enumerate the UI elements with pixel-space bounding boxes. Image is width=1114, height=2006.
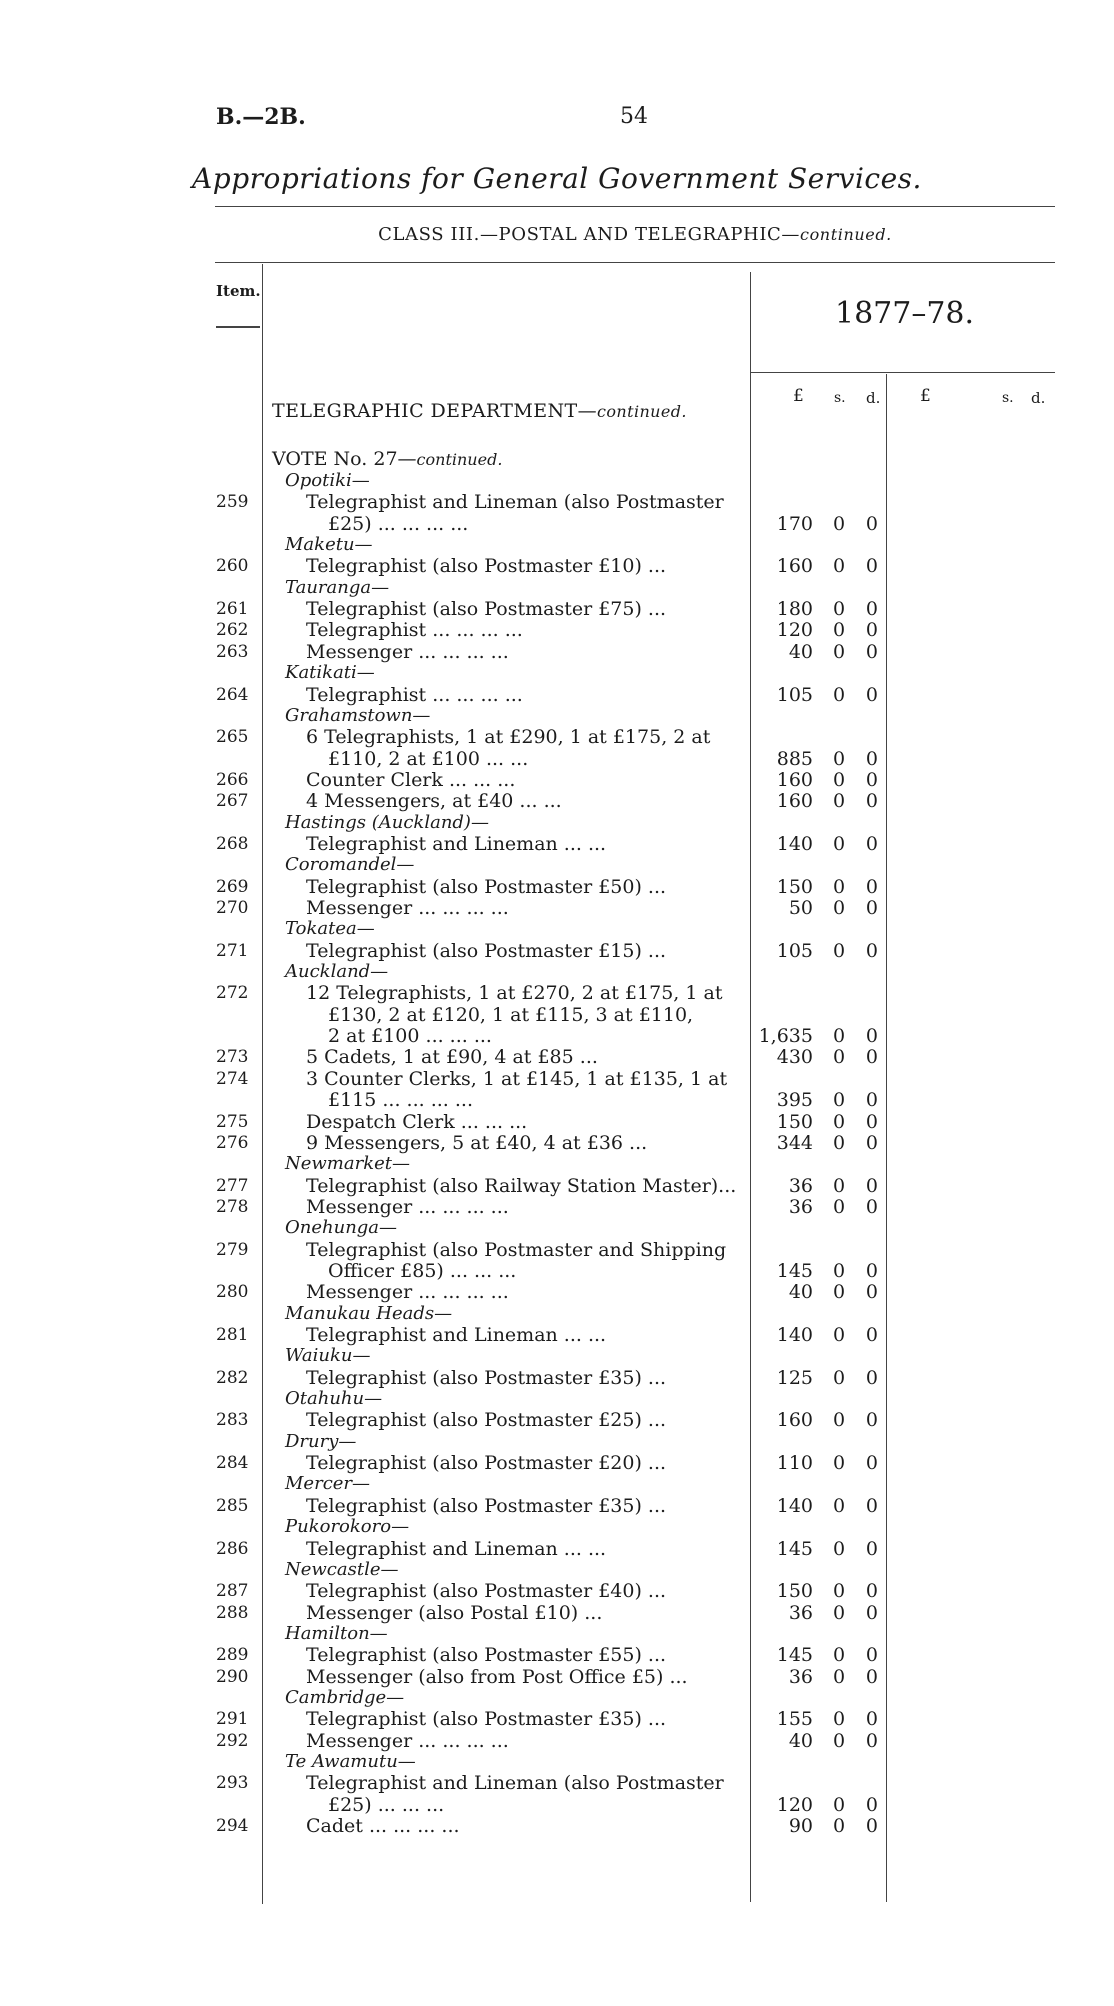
amount-pounds: 110 <box>776 1452 813 1475</box>
amount-shillings: 0 <box>832 619 846 642</box>
pound-header-total: £ <box>920 386 931 406</box>
amount-shillings: 0 <box>832 1601 846 1624</box>
amount-pence: 0 <box>865 1644 878 1667</box>
item-number: 290 <box>216 1666 249 1687</box>
amount-pence: 0 <box>865 747 878 770</box>
amount-shillings: 0 <box>832 640 846 663</box>
place-heading-row <box>0 961 1114 983</box>
amount-pence: 0 <box>865 1174 878 1197</box>
table-row <box>0 1580 1114 1602</box>
amount-shillings: 0 <box>832 897 846 919</box>
table-row <box>0 1239 1114 1261</box>
place-name: Hastings (Auckland)— <box>285 811 489 833</box>
row-description: Telegraphist (also Postmaster £15) ... <box>306 939 667 962</box>
pence-header: d. <box>866 389 881 407</box>
item-number: 280 <box>216 1282 249 1303</box>
place-heading-row <box>0 1687 1114 1709</box>
amount-pounds: 120 <box>776 619 813 642</box>
fiscal-year: 1877–78. <box>835 296 975 331</box>
item-number: 281 <box>216 1325 249 1345</box>
amount-pence: 0 <box>865 1452 878 1475</box>
item-number: 285 <box>216 1495 249 1516</box>
row-description: Telegraphist and Lineman ... ... <box>306 1324 607 1346</box>
page-number: 54 <box>620 104 648 129</box>
amount-pounds: 105 <box>776 939 813 962</box>
place-name: Newmarket— <box>285 1153 411 1175</box>
row-description: Telegraphist (also Postmaster £10) ... <box>306 555 667 578</box>
row-description: Messenger ... ... ... ... <box>306 1281 509 1304</box>
table-row <box>0 940 1114 962</box>
row-description: £25) ... ... ... ... <box>328 512 469 535</box>
row-description: £25) ... ... ... <box>328 1793 445 1816</box>
amount-pence: 0 <box>865 1110 878 1133</box>
table-row <box>0 491 1114 513</box>
amount-pounds: 40 <box>788 1281 813 1304</box>
shilling-header: s. <box>834 390 846 406</box>
place-name: Newcastle— <box>285 1558 399 1580</box>
table-row <box>0 1815 1114 1837</box>
place-name: Manukau Heads— <box>285 1302 453 1324</box>
amount-shillings: 0 <box>832 598 846 621</box>
row-description: Telegraphist ... ... ... ... <box>306 619 523 642</box>
amount-shillings: 0 <box>832 768 846 791</box>
table-row <box>0 555 1114 577</box>
place-name: Onehunga— <box>285 1217 398 1239</box>
amount-shillings: 0 <box>832 1259 846 1282</box>
place-heading-row <box>0 705 1114 727</box>
amount-pence: 0 <box>865 512 878 535</box>
item-number: 276 <box>216 1132 249 1153</box>
amount-shillings: 0 <box>832 1046 846 1069</box>
amount-pounds: 180 <box>776 598 813 621</box>
item-number: 269 <box>216 876 249 897</box>
amount-pence: 0 <box>865 683 878 706</box>
amount-shillings: 0 <box>832 1110 846 1133</box>
amount-pounds: 36 <box>788 1601 813 1624</box>
place-name: Pukorokoro— <box>285 1516 410 1538</box>
place-name: Mercer— <box>285 1473 371 1495</box>
amount-pence: 0 <box>865 1195 878 1218</box>
row-description: Officer £85) ... ... ... <box>328 1259 517 1282</box>
year-underline <box>750 372 1055 373</box>
amount-pence: 0 <box>865 1089 878 1112</box>
row-description: Telegraphist (also Postmaster £35) ... <box>306 1494 667 1517</box>
place-heading-row <box>0 1623 1114 1645</box>
class-title-text: CLASS III.—POSTAL AND TELEGRAPHIC— <box>378 224 801 245</box>
place-name: Hamilton— <box>285 1622 388 1644</box>
item-number: 282 <box>216 1367 249 1388</box>
table-row <box>0 1260 1114 1282</box>
amount-pence: 0 <box>865 832 878 855</box>
header-top-rule <box>215 262 1055 263</box>
amount-pounds: 36 <box>788 1174 813 1197</box>
table-row <box>0 1644 1114 1666</box>
item-number: 283 <box>216 1410 249 1431</box>
amount-pence: 0 <box>865 1729 878 1752</box>
amount-shillings: 0 <box>832 790 846 813</box>
amount-pence: 0 <box>865 1537 878 1560</box>
amount-pence: 0 <box>865 598 878 621</box>
row-description: 5 Cadets, 1 at £90, 4 at £85 ... <box>306 1046 598 1069</box>
item-number: 279 <box>216 1239 249 1260</box>
row-description: Messenger ... ... ... ... <box>306 640 509 663</box>
row-description: 9 Messengers, 5 at £40, 4 at £36 ... <box>306 1131 648 1154</box>
amount-shillings: 0 <box>832 875 846 898</box>
row-description: 3 Counter Clerks, 1 at £145, 1 at £135, 1 at <box>306 1067 728 1090</box>
row-description: Telegraphist (also Postmaster £35) ... <box>306 1366 667 1389</box>
amount-pounds: 150 <box>776 1110 813 1133</box>
table-row <box>0 1602 1114 1624</box>
amount-pounds: 125 <box>776 1366 813 1389</box>
department-title <box>272 400 687 422</box>
amount-pence: 0 <box>865 1131 878 1154</box>
place-name: Drury— <box>285 1430 357 1452</box>
vote-heading-text: VOTE No. 27— <box>272 448 417 470</box>
place-heading-row <box>0 1153 1114 1175</box>
amount-shillings: 0 <box>832 1494 846 1517</box>
table-row <box>0 769 1114 791</box>
table-row <box>0 1046 1114 1068</box>
amount-pounds: 430 <box>776 1046 813 1069</box>
amount-pence: 0 <box>865 619 878 642</box>
row-description: Counter Clerk ... ... ... <box>306 768 516 791</box>
table-row <box>0 1004 1114 1026</box>
amount-pounds: 120 <box>776 1793 813 1816</box>
item-number: 284 <box>216 1453 249 1474</box>
row-description: Telegraphist (also Postmaster £40) ... <box>306 1580 667 1603</box>
item-column-header: Item. <box>216 282 261 300</box>
amount-pounds: 160 <box>776 1409 813 1432</box>
amount-pence: 0 <box>865 897 878 919</box>
table-row <box>0 1175 1114 1197</box>
amount-shillings: 0 <box>832 1089 846 1112</box>
amount-pounds: 140 <box>776 1324 813 1346</box>
item-number: 265 <box>216 727 249 748</box>
amount-pounds: 155 <box>776 1708 813 1731</box>
amount-pence: 0 <box>865 1281 878 1304</box>
amount-pence: 0 <box>865 1259 878 1282</box>
document-code: B.—2B. <box>216 104 306 130</box>
item-number: 268 <box>216 833 249 854</box>
pound-header: £ <box>793 386 804 406</box>
amount-shillings: 0 <box>832 1452 846 1475</box>
place-heading-row <box>0 918 1114 940</box>
shilling-header-total: s. <box>1002 390 1014 406</box>
amount-shillings: 0 <box>832 1281 846 1304</box>
amount-pence: 0 <box>865 790 878 813</box>
amount-shillings: 0 <box>832 1174 846 1197</box>
place-name: Katikati— <box>285 662 375 684</box>
item-number: 274 <box>216 1068 249 1089</box>
place-name: Cambridge— <box>285 1686 405 1708</box>
place-name: Tokatea— <box>285 918 375 940</box>
amount-pounds: 344 <box>776 1131 813 1154</box>
row-description: Telegraphist and Lineman (also Postmaster <box>306 491 724 514</box>
amount-pence: 0 <box>865 768 878 791</box>
item-number: 275 <box>216 1111 249 1132</box>
row-description: Messenger ... ... ... ... <box>306 1195 509 1218</box>
place-heading-row <box>0 854 1114 876</box>
amount-shillings: 0 <box>832 1537 846 1560</box>
page-title: Appropriations for General Government Services. <box>192 162 922 195</box>
department-title-suffix: continued. <box>597 402 687 421</box>
amount-pounds: 140 <box>776 832 813 855</box>
amount-pounds: 885 <box>776 747 813 770</box>
table-row <box>0 1772 1114 1794</box>
table-row <box>0 1132 1114 1154</box>
amount-pounds: 170 <box>776 512 813 535</box>
item-number: 270 <box>216 898 249 918</box>
amount-shillings: 0 <box>832 1644 846 1667</box>
amount-shillings: 0 <box>832 939 846 962</box>
item-number: 273 <box>216 1047 249 1068</box>
row-description: 6 Telegraphists, 1 at £290, 1 at £175, 2 at <box>306 726 711 749</box>
amount-shillings: 0 <box>832 1025 846 1048</box>
amount-pence: 0 <box>865 1494 878 1517</box>
amount-pounds: 145 <box>776 1259 813 1282</box>
amount-shillings: 0 <box>832 1131 846 1154</box>
vote-heading-suffix: continued. <box>416 450 503 469</box>
class-title <box>215 224 1055 245</box>
class-title-suffix: continued. <box>800 225 892 244</box>
amount-pounds: 150 <box>776 1580 813 1603</box>
amount-pounds: 105 <box>776 683 813 706</box>
amount-pounds: 395 <box>776 1089 813 1112</box>
row-description: Telegraphist (also Postmaster £35) ... <box>306 1708 667 1731</box>
amount-pence: 0 <box>865 1046 878 1069</box>
place-heading-row <box>0 1751 1114 1773</box>
row-description: Messenger ... ... ... ... <box>306 1729 509 1752</box>
amount-pence: 0 <box>865 1708 878 1731</box>
amount-shillings: 0 <box>832 832 846 855</box>
place-heading-row <box>0 534 1114 556</box>
amount-pounds: 160 <box>776 790 813 813</box>
row-description: Telegraphist (also Postmaster £75) ... <box>306 598 667 621</box>
amount-shillings: 0 <box>832 1815 846 1838</box>
amount-pounds: 145 <box>776 1537 813 1560</box>
amount-shillings: 0 <box>832 1580 846 1603</box>
place-heading-row <box>0 1217 1114 1239</box>
place-name: Maketu— <box>285 534 373 556</box>
place-heading-row <box>0 1473 1114 1495</box>
row-description: Despatch Clerk ... ... ... <box>306 1110 528 1133</box>
table-row <box>0 1409 1114 1431</box>
item-number: 264 <box>216 684 249 705</box>
amount-pounds: 1,635 <box>758 1025 813 1048</box>
row-description: Telegraphist (also Postmaster £50) ... <box>306 875 667 898</box>
row-description: 12 Telegraphists, 1 at £270, 2 at £175, 1 at <box>306 982 723 1005</box>
row-description: Telegraphist (also Postmaster £55) ... <box>306 1644 667 1667</box>
item-number: 286 <box>216 1538 249 1559</box>
item-number: 261 <box>216 599 249 620</box>
row-description: Telegraphist and Lineman (also Postmaster <box>306 1772 724 1795</box>
table-row <box>0 1068 1114 1090</box>
table-row <box>0 619 1114 641</box>
table-row <box>0 513 1114 535</box>
row-description: Telegraphist and Lineman ... ... <box>306 832 607 855</box>
place-name: Te Awamutu— <box>285 1751 416 1772</box>
row-description: Messenger (also from Post Office £5) ... <box>306 1665 688 1688</box>
item-header-underline <box>216 326 260 328</box>
amount-pounds: 36 <box>788 1195 813 1218</box>
table-row <box>0 876 1114 898</box>
amount-shillings: 0 <box>832 1665 846 1688</box>
amount-shillings: 0 <box>832 1409 846 1432</box>
amount-shillings: 0 <box>832 1729 846 1752</box>
table-row <box>0 1794 1114 1816</box>
table-row <box>0 790 1114 812</box>
item-number: 292 <box>216 1730 249 1751</box>
amount-pence: 0 <box>865 555 878 578</box>
item-number: 287 <box>216 1581 249 1602</box>
table-row <box>0 833 1114 855</box>
item-number: 260 <box>216 556 249 577</box>
amount-pence: 0 <box>865 640 878 663</box>
table-row <box>0 1538 1114 1560</box>
table-row <box>0 641 1114 663</box>
row-description: Telegraphist (also Railway Station Master)... <box>306 1174 737 1197</box>
place-name: Otahuhu— <box>285 1388 383 1410</box>
department-title-text: TELEGRAPHIC DEPARTMENT— <box>272 400 598 422</box>
row-description: 4 Messengers, at £40 ... ... <box>306 790 562 813</box>
amount-shillings: 0 <box>832 1324 846 1346</box>
amount-pence: 0 <box>865 1665 878 1688</box>
amount-shillings: 0 <box>832 1708 846 1731</box>
vote-heading <box>272 448 502 470</box>
table-row <box>0 684 1114 706</box>
item-number: 263 <box>216 641 249 662</box>
place-heading-row <box>0 662 1114 684</box>
pence-header-total: d. <box>1031 389 1046 407</box>
place-heading-row <box>0 1516 1114 1538</box>
amount-pounds: 40 <box>788 640 813 663</box>
item-number: 288 <box>216 1602 249 1623</box>
place-heading-row <box>0 1345 1114 1367</box>
table-row <box>0 1666 1114 1688</box>
amount-shillings: 0 <box>832 1195 846 1218</box>
table-row <box>0 1452 1114 1474</box>
amount-pence: 0 <box>865 1324 878 1346</box>
table-row <box>0 726 1114 748</box>
table-row <box>0 1025 1114 1047</box>
amount-pounds: 40 <box>788 1729 813 1752</box>
table-row <box>0 1324 1114 1346</box>
amount-pence: 0 <box>865 1025 878 1048</box>
table-row <box>0 982 1114 1004</box>
amount-pence: 0 <box>865 1815 878 1838</box>
row-description: Messenger ... ... ... ... <box>306 897 509 919</box>
amount-shillings: 0 <box>832 683 846 706</box>
item-number: 278 <box>216 1196 249 1217</box>
place-heading-row <box>0 1559 1114 1581</box>
row-description: £115 ... ... ... ... <box>328 1089 473 1112</box>
table-row <box>0 1196 1114 1218</box>
amount-pounds: 36 <box>788 1665 813 1688</box>
place-heading-row <box>0 812 1114 834</box>
item-number: 267 <box>216 791 249 812</box>
amount-pence: 0 <box>865 1409 878 1432</box>
place-name: Opotiki— <box>285 470 370 491</box>
title-rule <box>215 206 1055 207</box>
place-name: Coromandel— <box>285 854 415 876</box>
table-row <box>0 1730 1114 1752</box>
amount-pounds: 90 <box>788 1815 813 1838</box>
table-row <box>0 1111 1114 1133</box>
table-row <box>0 1089 1114 1111</box>
row-description: £110, 2 at £100 ... ... <box>328 747 529 770</box>
amount-pence: 0 <box>865 875 878 898</box>
item-number: 262 <box>216 620 249 641</box>
amount-pounds: 50 <box>788 897 813 919</box>
amount-shillings: 0 <box>832 512 846 535</box>
amount-shillings: 0 <box>832 1366 846 1389</box>
place-heading-row <box>0 1388 1114 1410</box>
amount-pence: 0 <box>865 1366 878 1389</box>
table-row <box>0 1708 1114 1730</box>
place-name: Tauranga— <box>285 576 390 598</box>
amount-shillings: 0 <box>832 555 846 578</box>
item-number: 294 <box>216 1816 249 1837</box>
table-row <box>0 1281 1114 1303</box>
row-description: Telegraphist ... ... ... ... <box>306 683 523 706</box>
place-name: Auckland— <box>285 961 389 983</box>
item-number: 259 <box>216 492 249 513</box>
row-description: Telegraphist and Lineman ... ... <box>306 1537 607 1560</box>
row-description: Telegraphist (also Postmaster and Shipping <box>306 1238 727 1261</box>
table-row <box>0 1367 1114 1389</box>
table-row <box>0 598 1114 620</box>
amount-pounds: 160 <box>776 768 813 791</box>
place-heading-row <box>0 577 1114 599</box>
row-description: Telegraphist (also Postmaster £25) ... <box>306 1409 667 1432</box>
item-number: 293 <box>216 1773 249 1794</box>
table-row <box>0 897 1114 919</box>
amount-pence: 0 <box>865 939 878 962</box>
amount-shillings: 0 <box>832 1793 846 1816</box>
table-row <box>0 748 1114 770</box>
amount-shillings: 0 <box>832 747 846 770</box>
item-number: 272 <box>216 983 249 1004</box>
amount-pence: 0 <box>865 1793 878 1816</box>
place-heading-row <box>0 470 1114 492</box>
amount-pence: 0 <box>865 1580 878 1603</box>
place-heading-row <box>0 1431 1114 1453</box>
place-name: Waiuku— <box>285 1345 371 1367</box>
table-row <box>0 1495 1114 1517</box>
place-name: Grahamstown— <box>285 704 431 726</box>
item-number: 266 <box>216 769 249 790</box>
item-number: 271 <box>216 940 249 961</box>
row-description: 2 at £100 ... ... ... <box>328 1025 492 1048</box>
row-description: Telegraphist (also Postmaster £20) ... <box>306 1452 667 1475</box>
row-description: £130, 2 at £120, 1 at £115, 3 at £110, <box>328 1003 694 1026</box>
amount-pounds: 150 <box>776 875 813 898</box>
amount-pounds: 140 <box>776 1494 813 1517</box>
item-number: 277 <box>216 1175 249 1196</box>
row-description: Cadet ... ... ... ... <box>306 1815 460 1838</box>
row-description: Messenger (also Postal £10) ... <box>306 1601 603 1624</box>
amount-pounds: 160 <box>776 555 813 578</box>
item-number: 291 <box>216 1709 249 1730</box>
item-number: 289 <box>216 1645 249 1666</box>
amount-pence: 0 <box>865 1601 878 1624</box>
amount-pounds: 145 <box>776 1644 813 1667</box>
place-heading-row <box>0 1303 1114 1325</box>
